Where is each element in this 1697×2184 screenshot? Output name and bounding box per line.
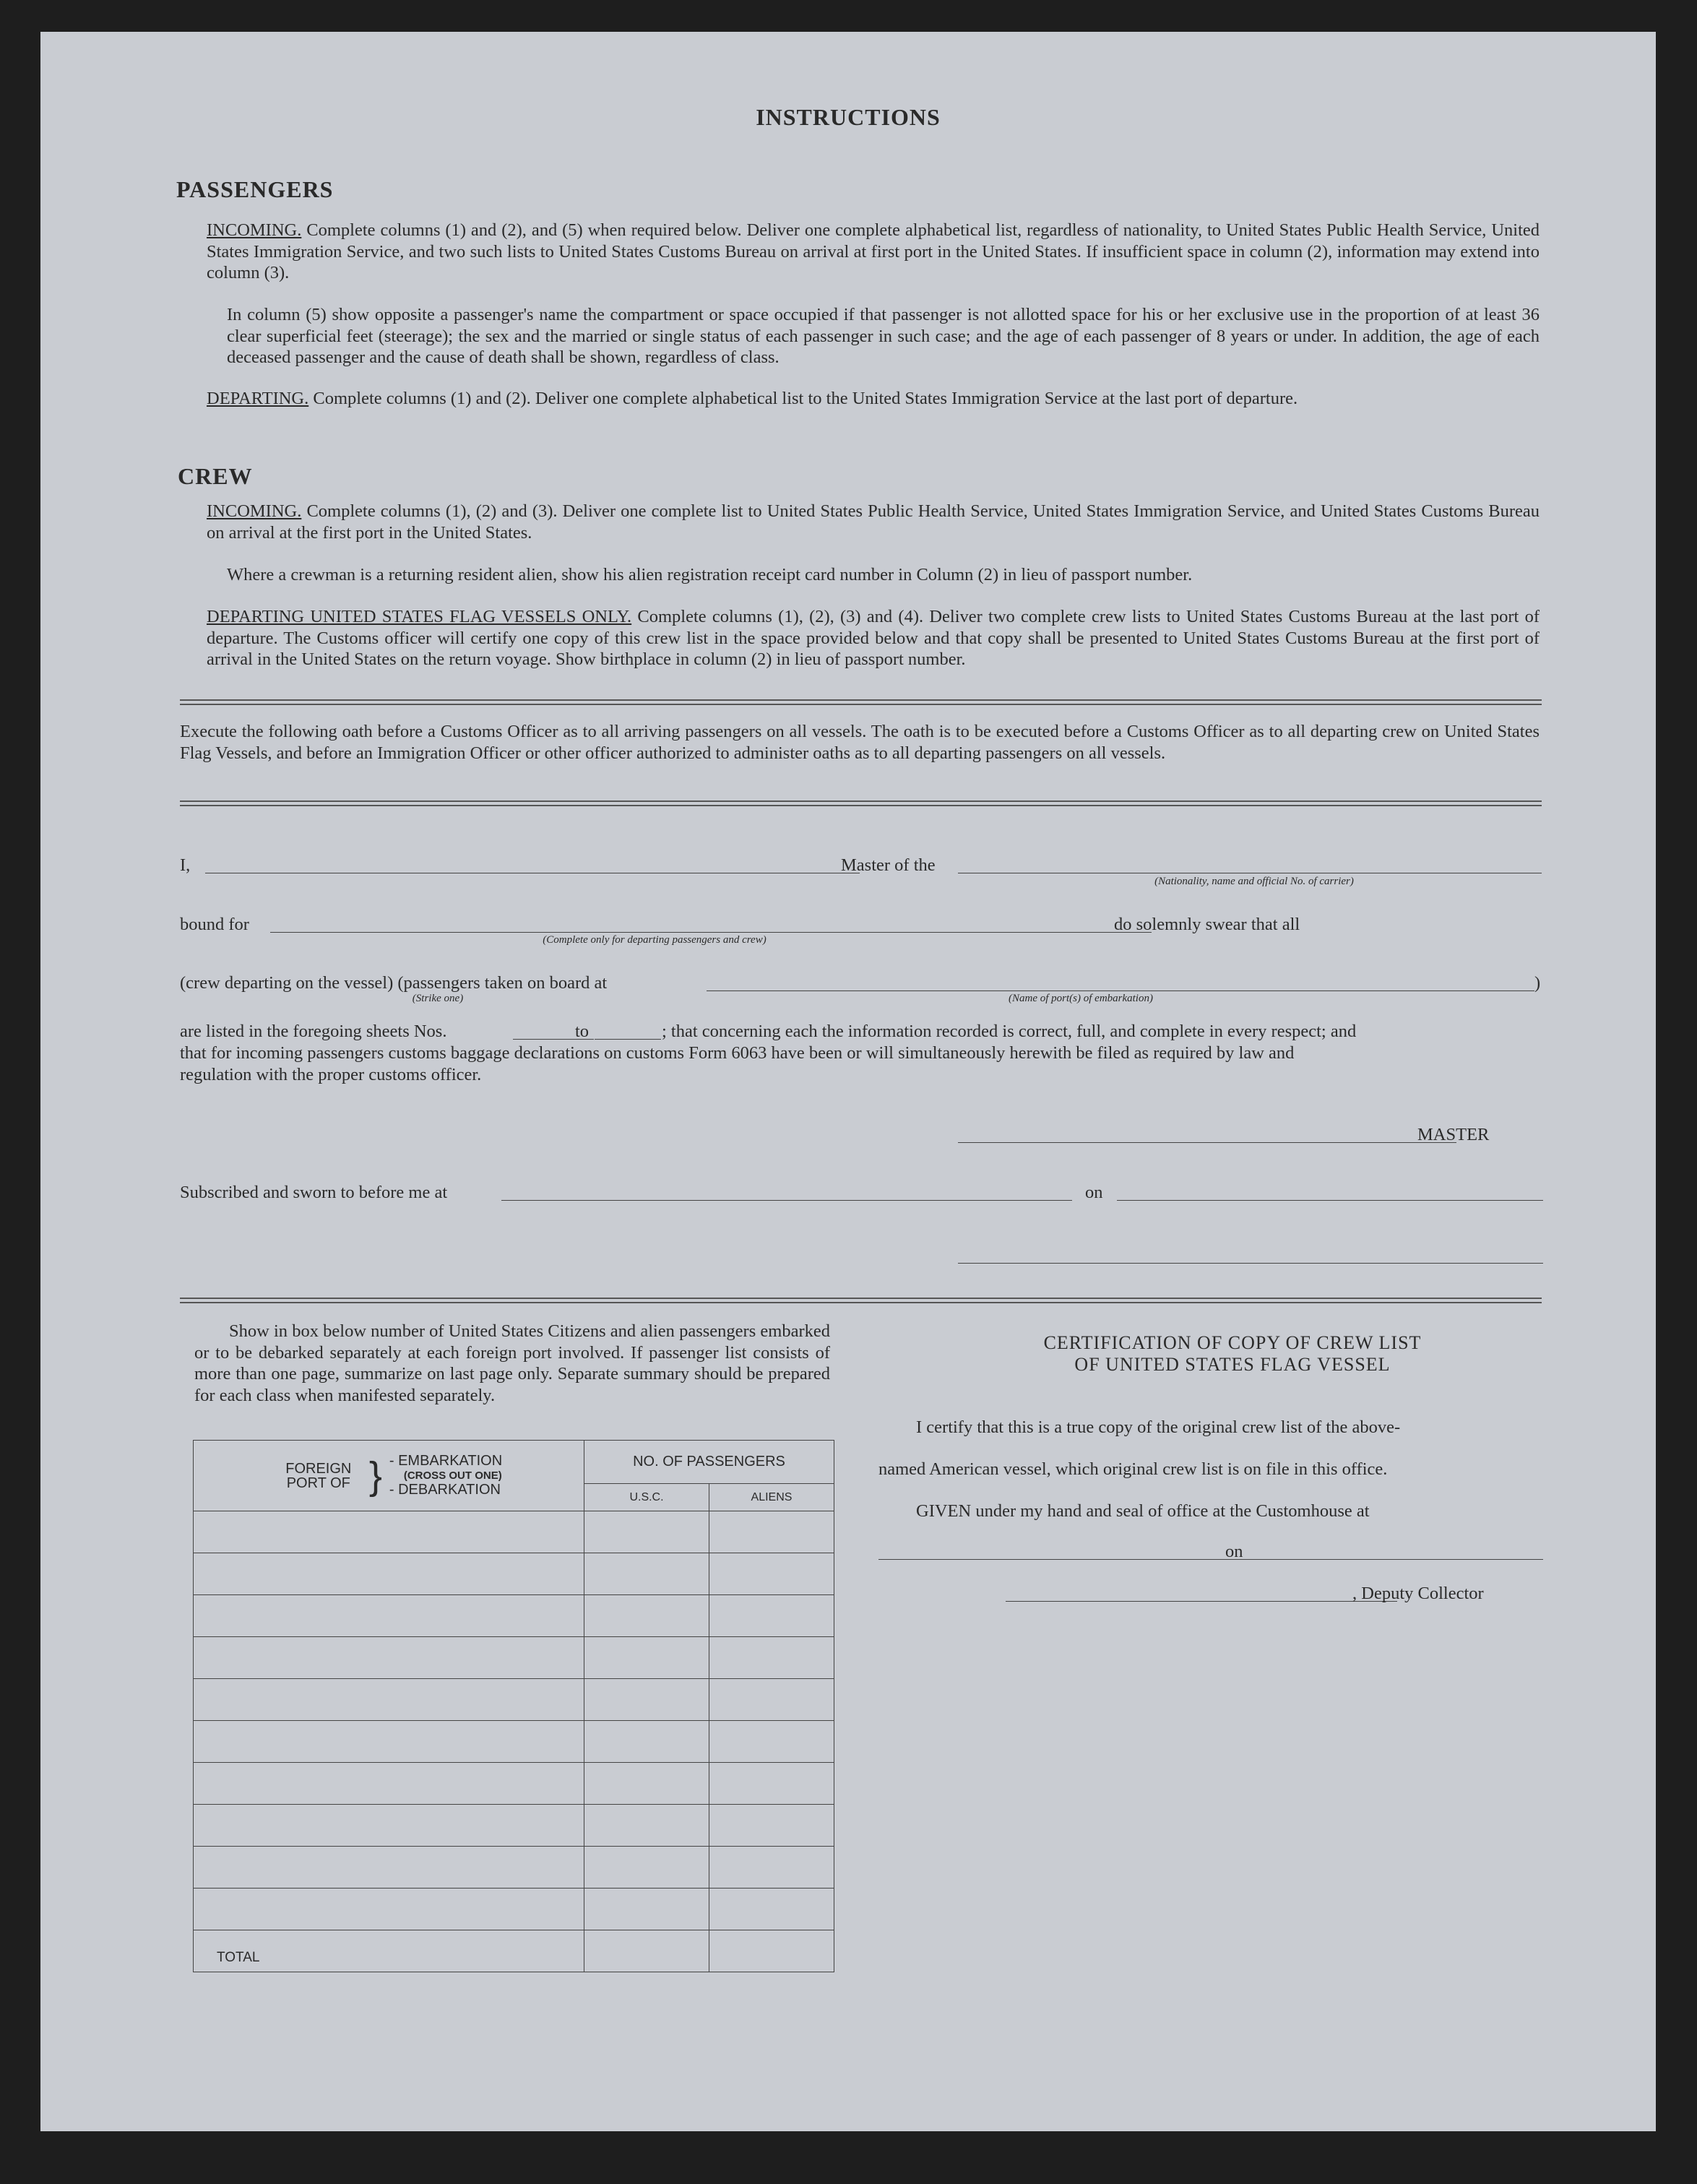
total-aliens-cell[interactable]	[709, 1930, 834, 1972]
aliens-cell[interactable]	[709, 1721, 834, 1763]
listed-text-3: that for incoming passengers customs baggage declarations on customs Form 6063 have been or will simultaneously herewith be filed as required by law and	[180, 1043, 1295, 1063]
subscribed-date-field[interactable]	[1117, 1200, 1543, 1201]
passenger-summary-table	[193, 1440, 834, 1972]
certification-line-1: I certify that this is a true copy of the original crew list of the above-	[916, 1417, 1401, 1437]
port-cell[interactable]	[194, 1679, 584, 1721]
cross-out-label: (CROSS OUT ONE)	[403, 1469, 502, 1482]
foreign-port-header	[194, 1441, 584, 1511]
subscribed-label: Subscribed and sworn to before me at	[180, 1183, 448, 1202]
deputy-collector-label: , Deputy Collector	[1352, 1584, 1484, 1603]
usc-cell[interactable]	[584, 1679, 709, 1721]
master-label: MASTER	[1417, 1125, 1490, 1144]
passengers-incoming-paragraph	[207, 220, 1540, 284]
passengers-incoming-text: Complete columns (1) and (2), and (5) when required below. Deliver one complete alphabetical list, regardless of nationality, to United States Public Health Service, United States Immigration Service, and two such lists to United States Customs Bureau on arrival at first port in the United States. If insufficient space in column (2), information may extend into column (3).	[207, 220, 1540, 282]
listed-text-4: regulation with the proper customs officer.	[180, 1065, 482, 1084]
listed-text-1: are listed in the foregoing sheets Nos.	[180, 1022, 447, 1041]
oath-instruction: Execute the following oath before a Customs Officer as to all arriving passengers on all vessels. The oath is to be executed before a Customs Officer as to all departing crew on United States Flag Vessels, and before an Immigration Officer or other officer authorized to administer oaths as to all departing passengers on all vessels.	[180, 722, 1540, 763]
bound-for-field[interactable]	[270, 932, 1152, 933]
passengers-incoming-lead: INCOMING.	[207, 220, 302, 240]
bound-for-caption: (Complete only for departing passengers and crew)	[543, 934, 767, 946]
aliens-cell[interactable]	[709, 1805, 834, 1847]
to-label: to	[575, 1022, 590, 1041]
crew-departing-text: Complete columns (1), (2), (3) and (4). Deliver two complete crew lists to United States Customs Bureau at the last port of departure. The Customs officer will certify one copy of this crew list in the space provided below and that copy shall be presented to United States Customs Bureau at the first port of arrival in the United States on the return voyage. Show birthplace in column (2) in lieu of passport number.	[207, 607, 1540, 669]
debarkation-label: - DEBARKATION	[389, 1482, 501, 1498]
aliens-cell[interactable]	[709, 1679, 834, 1721]
port-cell[interactable]	[194, 1721, 584, 1763]
crew-incoming-text: Complete columns (1), (2) and (3). Deliver one complete list to United States Public Health Service, United States Immigration Service, and United States Customs Bureau on arrival at the first port in the United States.	[207, 501, 1540, 543]
aliens-cell[interactable]	[709, 1889, 834, 1930]
aliens-cell[interactable]	[709, 1595, 834, 1637]
crew-incoming-paragraph	[207, 501, 1540, 543]
aliens-cell[interactable]	[709, 1553, 834, 1595]
usc-cell[interactable]	[584, 1553, 709, 1595]
master-of-the-label: Master of the	[841, 855, 936, 875]
aliens-cell[interactable]	[709, 1637, 834, 1679]
oath-i-label: I,	[180, 855, 191, 875]
crew-departing-lead: DEPARTING UNITED STATES FLAG VESSELS ONLY.	[207, 607, 632, 626]
crew-incoming-lead: INCOMING.	[207, 501, 302, 521]
usc-cell[interactable]	[584, 1637, 709, 1679]
aliens-cell[interactable]	[709, 1847, 834, 1889]
passengers-heading: PASSENGERS	[176, 176, 334, 202]
certification-heading	[871, 1332, 1594, 1376]
swear-label: do solemnly swear that all	[1114, 915, 1300, 934]
port-cell[interactable]	[194, 1553, 584, 1595]
port-cell[interactable]	[194, 1511, 584, 1553]
master-signature-field[interactable]	[958, 1142, 1456, 1143]
bound-for-label: bound for	[180, 915, 249, 934]
usc-cell[interactable]	[584, 1805, 709, 1847]
aliens-cell[interactable]	[709, 1763, 834, 1805]
carrier-caption: (Nationality, name and official No. of carrier)	[1154, 876, 1354, 887]
form-sheet	[40, 32, 1656, 2131]
aliens-header: ALIENS	[709, 1484, 834, 1511]
listed-text-2: ; that concerning each the information recorded is correct, full, and complete in every respect; and	[662, 1022, 1357, 1041]
table-row	[194, 1889, 834, 1930]
usc-cell[interactable]	[584, 1889, 709, 1930]
certification-heading-2: OF UNITED STATES FLAG VESSEL	[1074, 1354, 1391, 1375]
ports-field[interactable]	[707, 990, 1534, 991]
total-usc-cell[interactable]	[584, 1930, 709, 1972]
table-row	[194, 1511, 834, 1553]
crew-heading: CREW	[178, 463, 253, 489]
port-cell[interactable]	[194, 1805, 584, 1847]
usc-cell[interactable]	[584, 1595, 709, 1637]
strike-caption: (Strike one)	[412, 993, 464, 1004]
embarkation-label: - EMBARKATION	[389, 1453, 503, 1469]
section-divider	[180, 699, 1542, 705]
table-row	[194, 1679, 834, 1721]
usc-cell[interactable]	[584, 1763, 709, 1805]
section-divider	[180, 1298, 1542, 1303]
certification-on-label: on	[1225, 1542, 1243, 1561]
deputy-signature-field[interactable]	[1006, 1601, 1397, 1602]
table-row	[194, 1763, 834, 1805]
usc-header: U.S.C.	[584, 1484, 709, 1511]
usc-cell[interactable]	[584, 1847, 709, 1889]
section-divider	[180, 800, 1542, 806]
port-cell[interactable]	[194, 1763, 584, 1805]
usc-cell[interactable]	[584, 1721, 709, 1763]
table-row	[194, 1595, 834, 1637]
passengers-departing-paragraph	[207, 388, 1540, 410]
close-paren: )	[1534, 973, 1541, 993]
port-cell[interactable]	[194, 1595, 584, 1637]
passengers-column5-paragraph: In column (5) show opposite a passenger's name the compartment or space occupied if that passenger is not allotted space for his or her exclusive use in the proportion of at least 36 clear superficial feet (steerage); the sex and the married or single status of each passenger in such case; and the age of each passenger of 8 years or under. In addition, the age of each deceased passenger and the cause of death shall be shown, regardless of class.	[227, 305, 1540, 367]
crew-departing-label: (crew departing on the vessel) (passengers taken on board at	[180, 973, 608, 993]
port-cell[interactable]	[194, 1847, 584, 1889]
total-label: TOTAL	[194, 1930, 584, 1972]
page-title: INSTRUCTIONS	[756, 104, 941, 130]
no-of-passengers-header: NO. OF PASSENGERS	[584, 1441, 834, 1484]
customhouse-field[interactable]	[878, 1559, 1254, 1560]
port-cell[interactable]	[194, 1889, 584, 1930]
sheet-to-field[interactable]	[595, 1039, 661, 1040]
crew-resident-paragraph: Where a crewman is a returning resident alien, show his alien registration receipt card number in Column (2) in lieu of passport number.	[227, 565, 1193, 584]
crew-departing-paragraph	[207, 606, 1540, 670]
subscribed-place-field[interactable]	[501, 1200, 1072, 1201]
aliens-cell[interactable]	[709, 1511, 834, 1553]
table-row	[194, 1847, 834, 1889]
subscribed-on-label: on	[1085, 1183, 1103, 1202]
brace-glyph: }	[368, 1454, 382, 1498]
usc-cell[interactable]	[584, 1511, 709, 1553]
certification-date-field[interactable]	[1250, 1559, 1543, 1560]
table-row	[194, 1637, 834, 1679]
ports-caption: (Name of port(s) of embarkation)	[1009, 993, 1153, 1004]
table-row	[194, 1721, 834, 1763]
summary-body	[194, 1511, 834, 1930]
passengers-departing-text: Complete columns (1) and (2). Deliver one complete alphabetical list to the United States Immigration Service at the last port of departure.	[313, 389, 1298, 408]
passengers-departing-lead: DEPARTING.	[207, 389, 309, 408]
table-row	[194, 1805, 834, 1847]
certification-heading-1: CERTIFICATION OF COPY OF CREW LIST	[1043, 1332, 1422, 1353]
port-cell[interactable]	[194, 1637, 584, 1679]
summary-instruction: Show in box below number of United States Citizens and alien passengers embarked or to be debarked separately at each foreign port involved. If passenger list consists of more than one page, summarize on last page only. Separate summary should be prepared for each class when manifested separately.	[194, 1321, 830, 1405]
officer-signature-field[interactable]	[958, 1263, 1543, 1264]
certification-line-3: GIVEN under my hand and seal of office at the Customhouse at	[916, 1501, 1370, 1521]
foreign-port-label: FOREIGN PORT OF	[285, 1460, 352, 1491]
certification-line-2: named American vessel, which original crew list is on file in this office.	[878, 1459, 1388, 1479]
table-row	[194, 1553, 834, 1595]
